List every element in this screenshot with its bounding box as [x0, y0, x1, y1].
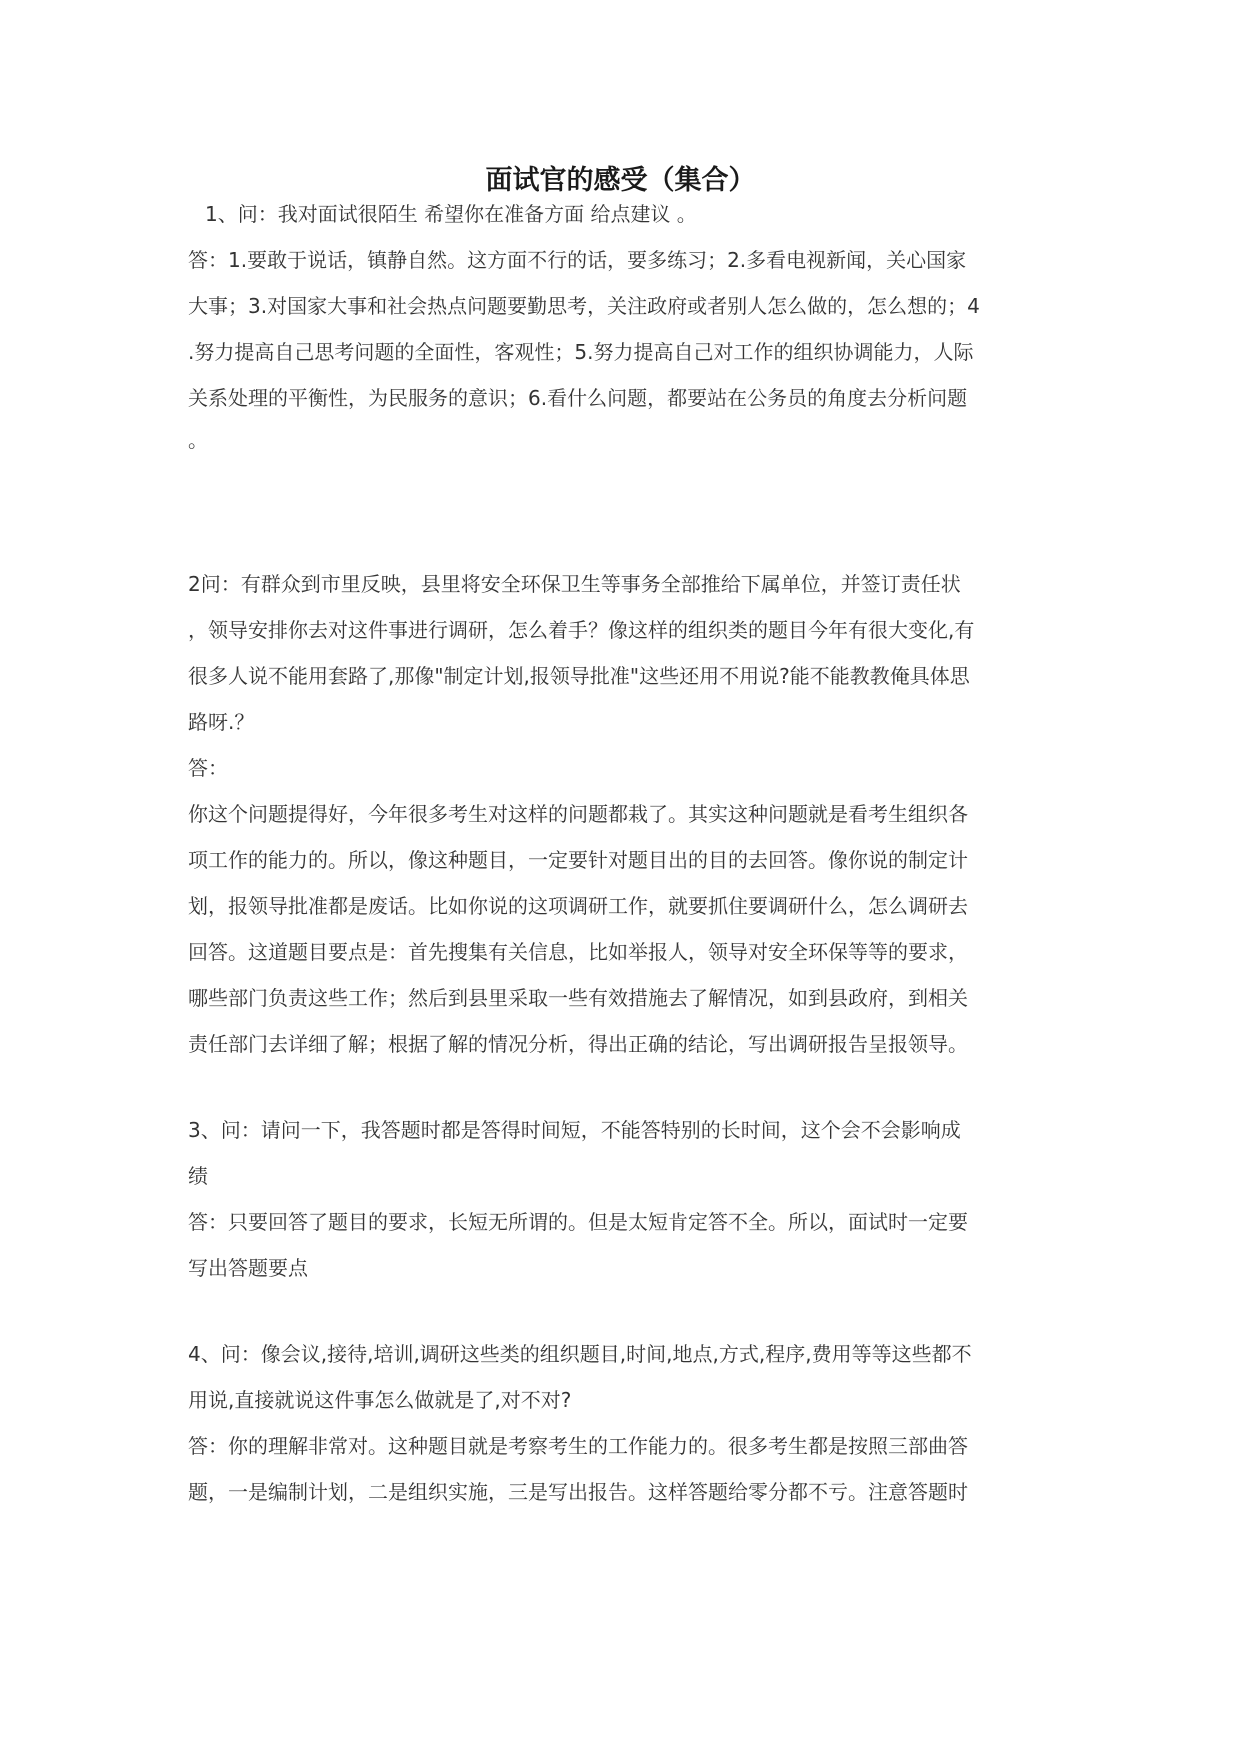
text-line: .努力提高自己思考问题的全面性，客观性；5.努力提高自己对工作的组织协调能力，人际	[188, 340, 974, 364]
text-line: 用说,直接就说这件事怎么做就是了,对不对?	[188, 1388, 572, 1412]
text-line: 答：	[188, 756, 228, 780]
text-line: 答：只要回答了题目的要求，长短无所谓的。但是太短肯定答不全。所以，面试时一定要	[188, 1210, 968, 1234]
text-line: 项工作的能力的。所以，像这种题目，一定要针对题目出的目的去回答。像你说的制定计	[188, 848, 968, 872]
text-line: 1、问：我对面试很陌生 希望你在准备方面 给点建议 。	[205, 202, 697, 226]
text-line: 答：1.要敢于说话，镇静自然。这方面不行的话，要多练习；2.多看电视新闻，关心国家	[188, 248, 967, 272]
text-line: 路呀.？	[188, 710, 255, 734]
text-line: 回答。这道题目要点是：首先搜集有关信息，比如举报人，领导对安全环保等等的要求，	[188, 940, 968, 964]
text-line: 大事；3.对国家大事和社会热点问题要勤思考，关注政府或者别人怎么做的，怎么想的；4	[188, 294, 980, 318]
text-line: 绩	[188, 1164, 208, 1188]
text-line: ，领导安排你去对这件事进行调研，怎么着手？像这样的组织类的题目今年有很大变化,有	[188, 618, 975, 642]
text-line: 题，一是编制计划，二是组织实施，三是写出报告。这样答题给零分都不亏。注意答题时	[188, 1480, 968, 1504]
text-line: 4、问：像会议,接待,培训,调研这些类的组织题目,时间,地点,方式,程序,费用等等这些都不	[188, 1342, 972, 1366]
text-line: 。	[188, 428, 208, 452]
text-line: 答：你的理解非常对。这种题目就是考察考生的工作能力的。很多考生都是按照三部曲答	[188, 1434, 968, 1458]
text-line: 3、问：请问一下，我答题时都是答得时间短，不能答特别的长时间，这个会不会影响成	[188, 1118, 961, 1142]
document-title: 面试官的感受（集合）	[485, 165, 756, 196]
text-line: 关系处理的平衡性，为民服务的意识；6.看什么问题，都要站在公务员的角度去分析问题	[188, 386, 968, 410]
text-line: 划，报领导批准都是废话。比如你说的这项调研工作，就要抓住要调研什么，怎么调研去	[188, 894, 968, 918]
text-line: 2问：有群众到市里反映，县里将安全环保卫生等事务全部推给下属单位，并签订责任状	[188, 572, 961, 596]
text-line: 很多人说不能用套路了,那像"制定计划,报领导批准"这些还用不用说?能不能教教俺具体思	[188, 664, 970, 688]
text-line: 哪些部门负责这些工作；然后到县里采取一些有效措施去了解情况，如到县政府，到相关	[188, 986, 968, 1010]
text-line: 责任部门去详细了解；根据了解的情况分析，得出正确的结论，写出调研报告呈报领导。	[188, 1032, 968, 1056]
text-line: 写出答题要点	[188, 1256, 308, 1280]
text-line: 你这个问题提得好，今年很多考生对这样的问题都栽了。其实这种问题就是看考生组织各	[188, 802, 968, 826]
